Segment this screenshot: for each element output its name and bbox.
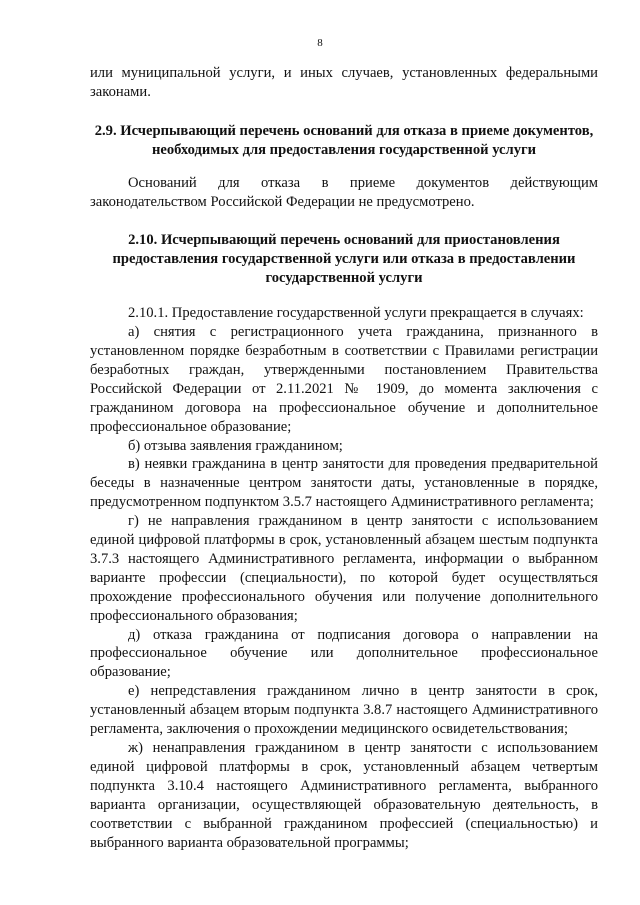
section-2-9-heading: 2.9. Исчерпывающий перечень оснований для отказа в приеме документов, необходимых для предоставления государственной услуги: [94, 122, 594, 158]
intro-paragraph: или муниципальной услуги, и иных случаев, установленных федеральными законами.: [90, 65, 598, 100]
list-item-b: б) отзыва заявления гражданином;: [128, 437, 343, 454]
section-2-10-lead: 2.10.1. Предоставление государственной услуги прекращается в случаях:: [128, 305, 584, 322]
list-item-a: а) снятия с регистрационного учета гражданина, признанного в установленном порядке безработным в соответствии с Правилами регистрации безработных граждан, утвержденными постановлением Правительства Российской Федерации от 2.11.2021 № 1909, до момента заключения с гражданином договора на профессиональное обучение и дополнительное профессиональное образование;: [90, 324, 598, 435]
list-item-g: г) не направления гражданином в центр занятости с использованием единой цифровой платформы в срок, установленный абзацем шестым подпункта 3.7.3 настоящего Административного регламента, информации о выбранном варианте профессии (специальности), по которой будет осуществляться прохождение профессионального обучения или получение дополнительного профессионального образования;: [90, 513, 598, 624]
page-content: [90, 64, 598, 852]
page-number: 8: [317, 37, 323, 49]
list-item-zh: ж) ненаправления гражданином в центр занятости с использованием единой цифровой платформы в срок, установленный абзацем четвертым подпункта 3.10.4 настоящего Административного регламента, выбранного варианта организации, осуществляющей образовательную деятельность, в соответствии с выбранной гражданином профессией (специальностью) и выбранного варианта образовательной программы;: [90, 740, 598, 851]
list-item-e: е) непредставления гражданином лично в центр занятости в срок, установленный абзацем вторым подпункта 3.8.7 настоящего Административного регламента, заключения о прохождении медицинского освидетельствования;: [90, 683, 598, 738]
section-2-10-heading: 2.10. Исчерпывающий перечень оснований для приостановления предоставления государственной услуги или отказа в предоставлении государственной услуги: [112, 232, 576, 287]
list-item-v: в) неявки гражданина в центр занятости для проведения предварительной беседы в назначенные центром занятости даты, установленные в порядке, предусмотренном подпунктом 3.5.7 настоящего Административного регламента;: [90, 456, 598, 511]
section-2-9-text: Оснований для отказа в приеме документов действующим законодательством Российской Федерации не предусмотрено.: [90, 174, 598, 210]
list-item-d: д) отказа гражданина от подписания договора о направлении на профессиональное обучение или дополнительное профессиональное образование;: [90, 626, 598, 681]
